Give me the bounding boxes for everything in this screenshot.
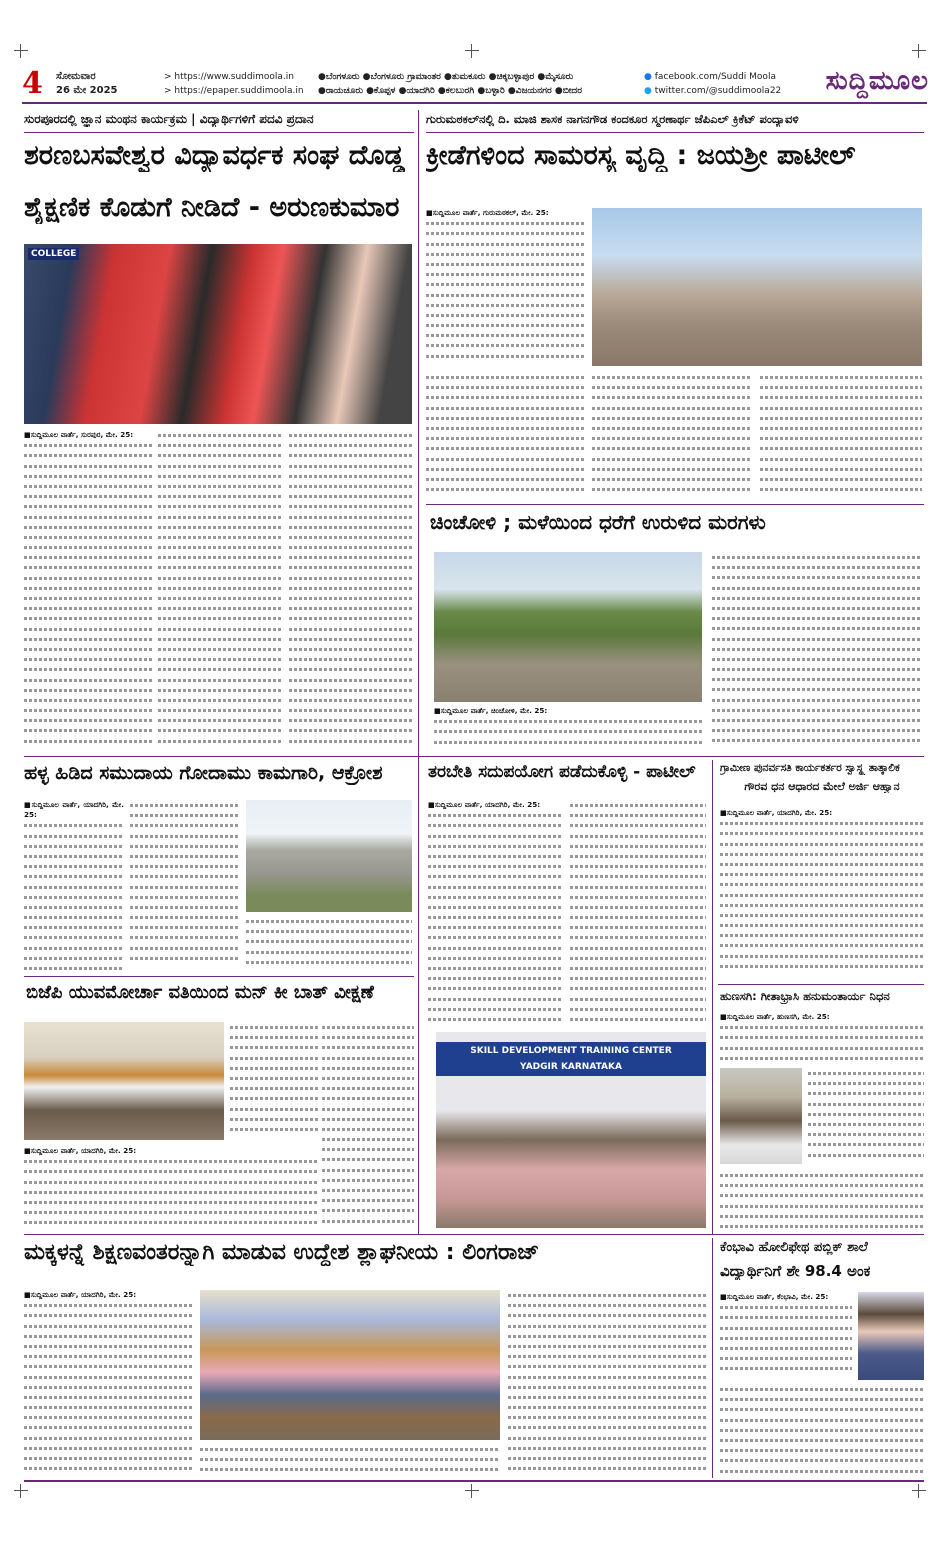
social-links: [644, 70, 781, 98]
article-2-body-col-3: [760, 372, 922, 497]
article-8-body-col-2: [322, 1022, 414, 1227]
article-6-byline: ■ಸುದ್ದಿಮೂಲ ವಾರ್ತೆ, ಯಾದಗಿರಿ, ಮೇ. 25:: [720, 808, 833, 817]
article-5-body-col-1: [428, 800, 562, 1025]
article-7-headline: ಹುಣಸಗಿ: ಗೀತಾಭ್ರಾಸಿ ಹನುಮಂತಾರ್ಯ ನಿಧನ: [720, 990, 890, 1003]
divider: [24, 1234, 924, 1235]
article-10-body-col-2: [720, 1384, 924, 1476]
city-list-line-2: ●ರಾಯಚೂರು ●ಕೊಪ್ಪಳ ●ಯಾದಗಿರಿ ●ಕಲಬುರಗಿ ●ಬಳ್ಳಾರಿ ●ವಿಜಯನಗರ ●ಬೀದರ: [318, 86, 583, 96]
article-1-body-col-3: [289, 430, 414, 750]
article-1-body-col-1: [24, 430, 152, 750]
article-3-body-col-2: [712, 552, 922, 752]
article-1-headline-line-1: ಶರಣಬಸವೇಶ್ವರ ವಿದ್ಯಾವರ್ಧಕ ಸಂಘ ದೊಡ್ಡ: [24, 140, 405, 171]
crop-mark: [912, 44, 926, 58]
column-divider: [712, 760, 713, 1235]
twitter-link[interactable]: ● twitter.com/@suddimoola22: [644, 86, 782, 96]
article-10-body-col-1: [720, 1292, 852, 1380]
page-number: 4: [22, 66, 43, 101]
facebook-icon: ●: [644, 72, 652, 82]
divider: [24, 976, 414, 977]
article-8-body-col-1: [230, 1022, 318, 1140]
day: ಸೋಮವಾರ: [56, 71, 96, 82]
newspaper-logo: ಸುದ್ದಿಮೂಲ: [825, 66, 929, 96]
article-9-body-col-3: [508, 1290, 706, 1476]
article-3-body-col-1: [434, 706, 702, 751]
divider: [426, 132, 924, 133]
article-1-photo: [24, 244, 412, 424]
article-2-kicker: ಗುರುಮಠಕಲ್‌ನಲ್ಲಿ ದಿ. ಮಾಜಿ ಶಾಸಕ ನಾಗನಗೌಡ ಕಂದಕೂರ ಸ್ಮರಣಾರ್ಥ ಜೆಪಿಎಲ್ ಕ್ರಿಕೆಟ್ ಪಂದ್ಯಾವಳಿ: [426, 112, 799, 126]
article-10-portrait: [858, 1292, 924, 1380]
article-9-body-col-2: [200, 1444, 500, 1476]
article-7-portrait: [720, 1068, 802, 1164]
twitter-icon: ●: [644, 86, 652, 96]
article-10-byline: ■ಸುದ್ದಿಮೂಲ ವಾರ್ತೆ, ಕೆಂಭಾವಿ, ಮೇ. 25:: [720, 1292, 829, 1301]
article-2-body-col-1b: [426, 372, 586, 497]
article-7-byline: ■ಸುದ್ದಿಮೂಲ ವಾರ್ತೆ, ಹುಣಸಗಿ, ಮೇ. 25:: [720, 1012, 830, 1021]
crop-mark: [465, 1484, 479, 1498]
city-list-line-1: ●ಬೆಂಗಳೂರು ●ಬೆಂಗಳೂರು ಗ್ರಾಮಾಂತರ ●ತುಮಕೂರು ●ಚಿಕ್ಕಬಳ್ಳಾಪುರ ●ಮೈಸೂರು: [318, 72, 574, 82]
article-4-body-col-3: [246, 916, 412, 970]
article-2-headline: ಕ್ರೀಡೆಗಳಿಂದ ಸಾಮರಸ್ಯ ವೃದ್ಧಿ : ಜಯಶ್ರೀ ಪಾಟೀಲ್: [426, 140, 856, 171]
article-5-body-col-2: [570, 800, 706, 1025]
divider: [24, 756, 924, 757]
article-5-byline: ■ಸುದ್ದಿಮೂಲ ವಾರ್ತೆ, ಯಾದಗಿರಿ, ಮೇ. 25:: [428, 800, 541, 809]
article-2-body-col-1: [426, 208, 586, 368]
article-4-headline: ಹಳ್ಳ ಹಿಡಿದ ಸಮುದಾಯ ಗೋದಾಮು ಕಾಮಗಾರಿ, ಆಕ್ರೋಶ: [24, 762, 383, 784]
article-9-photo: [200, 1290, 500, 1440]
article-8-photo: [24, 1022, 224, 1140]
article-8-body-col-3: [24, 1146, 318, 1228]
article-10-headline-line-2: ವಿದ್ಯಾರ್ಥಿನಿಗೆ ಶೇ 98.4 ಅಂಕ: [720, 1262, 871, 1280]
article-7-body-col-1: [808, 1068, 924, 1164]
article-2-body-col-2: [592, 372, 752, 497]
date-block: [56, 70, 118, 98]
training-center-banner: SKILL DEVELOPMENT TRAINING CENTER YADGIR KARNATAKA: [436, 1042, 706, 1076]
website-link[interactable]: > https://www.suddimoola.in: [164, 72, 294, 82]
article-3-headline: ಚಿಂಚೋಳಿ ; ಮಳೆಯಿಂದ ಧರೆಗೆ ಉರುಳಿದ ಮರಗಳು: [430, 510, 766, 534]
divider: [24, 132, 414, 133]
article-1-kicker: ಸುರಪೂರದಲ್ಲಿ ಜ್ಞಾನ ಮಂಥನ ಕಾರ್ಯಕ್ರಮ | ವಿದ್ಯಾರ್ಥಿಗಳಿಗೆ ಪದವಿ ಪ್ರದಾನ: [24, 112, 314, 126]
article-1-byline: ■ಸುದ್ದಿಮೂಲ ವಾರ್ತೆ, ಸುರಪುರ, ಮೇ. 25:: [24, 430, 134, 439]
crop-mark: [14, 1484, 28, 1498]
article-9-byline: ■ಸುದ್ದಿಮೂಲ ವಾರ್ತೆ, ಯಾದಗಿರಿ, ಮೇ. 25:: [24, 1290, 137, 1299]
divider: [426, 504, 924, 505]
url-block: [164, 70, 304, 98]
epaper-link[interactable]: > https://epaper.suddimoola.in: [164, 86, 304, 96]
article-9-body-col-1: [24, 1290, 194, 1475]
crop-mark: [14, 44, 28, 58]
article-7-body-top: [720, 1012, 924, 1066]
masthead: [22, 66, 927, 104]
article-9-headline: ಮಕ್ಕಳನ್ನೆ ಶಿಕ್ಷಣವಂತರನ್ನಾಗಿ ಮಾಡುವ ಉದ್ದೇಶ ಶ್ಲಾಘನೀಯ : ಲಿಂಗರಾಜ್: [24, 1240, 540, 1265]
article-2-byline: ■ಸುದ್ದಿಮೂಲ ವಾರ್ತೆ, ಗುರುಮಠಕಲ್, ಮೇ. 25:: [426, 208, 549, 217]
article-5-photo: [436, 1032, 706, 1228]
column-divider: [712, 1238, 713, 1478]
article-4-body-col-1: [24, 800, 124, 970]
date: 26 ಮೇ 2025: [56, 85, 118, 96]
article-6-body: [720, 808, 924, 978]
facebook-link[interactable]: ● facebook.com/Suddi Moola: [644, 72, 776, 82]
photo-caption: COLLEGE: [28, 248, 79, 260]
crop-mark: [465, 44, 479, 58]
article-3-byline: ■ಸುದ್ದಿಮೂಲ ವಾರ್ತೆ, ಚಿಂಚೋಳಿ, ಮೇ. 25:: [434, 706, 548, 715]
article-4-body-col-2: [130, 800, 240, 970]
article-2-photo: [592, 208, 922, 366]
article-6-headline-line-2: ಗೌರವ ಧನ ಆಧಾರದ ಮೇಲೆ ಅರ್ಜಿ ಆಹ್ವಾನ: [744, 780, 900, 793]
crop-mark: [912, 1484, 926, 1498]
article-8-byline: ■ಸುದ್ದಿಮೂಲ ವಾರ್ತೆ, ಯಾದಗಿರಿ, ಮೇ. 25:: [24, 1146, 137, 1155]
divider: [718, 984, 924, 985]
article-4-photo: [246, 800, 412, 912]
article-7-body-col-2: [720, 1170, 924, 1230]
city-list: [318, 70, 582, 98]
bottom-rule: [24, 1480, 924, 1482]
article-1-body-col-2: [158, 430, 283, 750]
article-8-headline: ಬಿಜೆಪಿ ಯುವಮೋರ್ಚಾ ವತಿಯಿಂದ ಮನ್ ಕೀ ಬಾತ್ ವೀಕ್ಷಣೆ: [26, 982, 374, 1003]
article-1-headline-line-2: ಶೈಕ್ಷಣಿಕ ಕೊಡುಗೆ ನೀಡಿದೆ - ಅರುಣಕುಮಾರ: [24, 192, 400, 223]
article-5-headline: ತರಬೇತಿ ಸದುಪಯೋಗ ಪಡೆದುಕೊಳ್ಳಿ - ಪಾಟೀಲ್: [428, 762, 696, 782]
column-divider: [418, 110, 419, 1235]
article-4-byline: ■ಸುದ್ದಿಮೂಲ ವಾರ್ತೆ, ಯಾದಗಿರಿ, ಮೇ. 25:: [24, 800, 124, 820]
article-10-headline-line-1: ಕೆಂಭಾವಿ ಹೋಲಿಫೇಥ ಪಬ್ಲಿಕ್ ಶಾಲೆ: [720, 1240, 868, 1255]
article-6-headline-line-1: ಗ್ರಾಮೀಣ ಪುನರ್ವಸತಿ ಕಾರ್ಯಕರ್ತರ ಸ್ವಾಸ್ಥ್ಯ ತಾತ್ಕಾಲಿಕ: [720, 762, 900, 774]
article-3-photo: [434, 552, 702, 702]
